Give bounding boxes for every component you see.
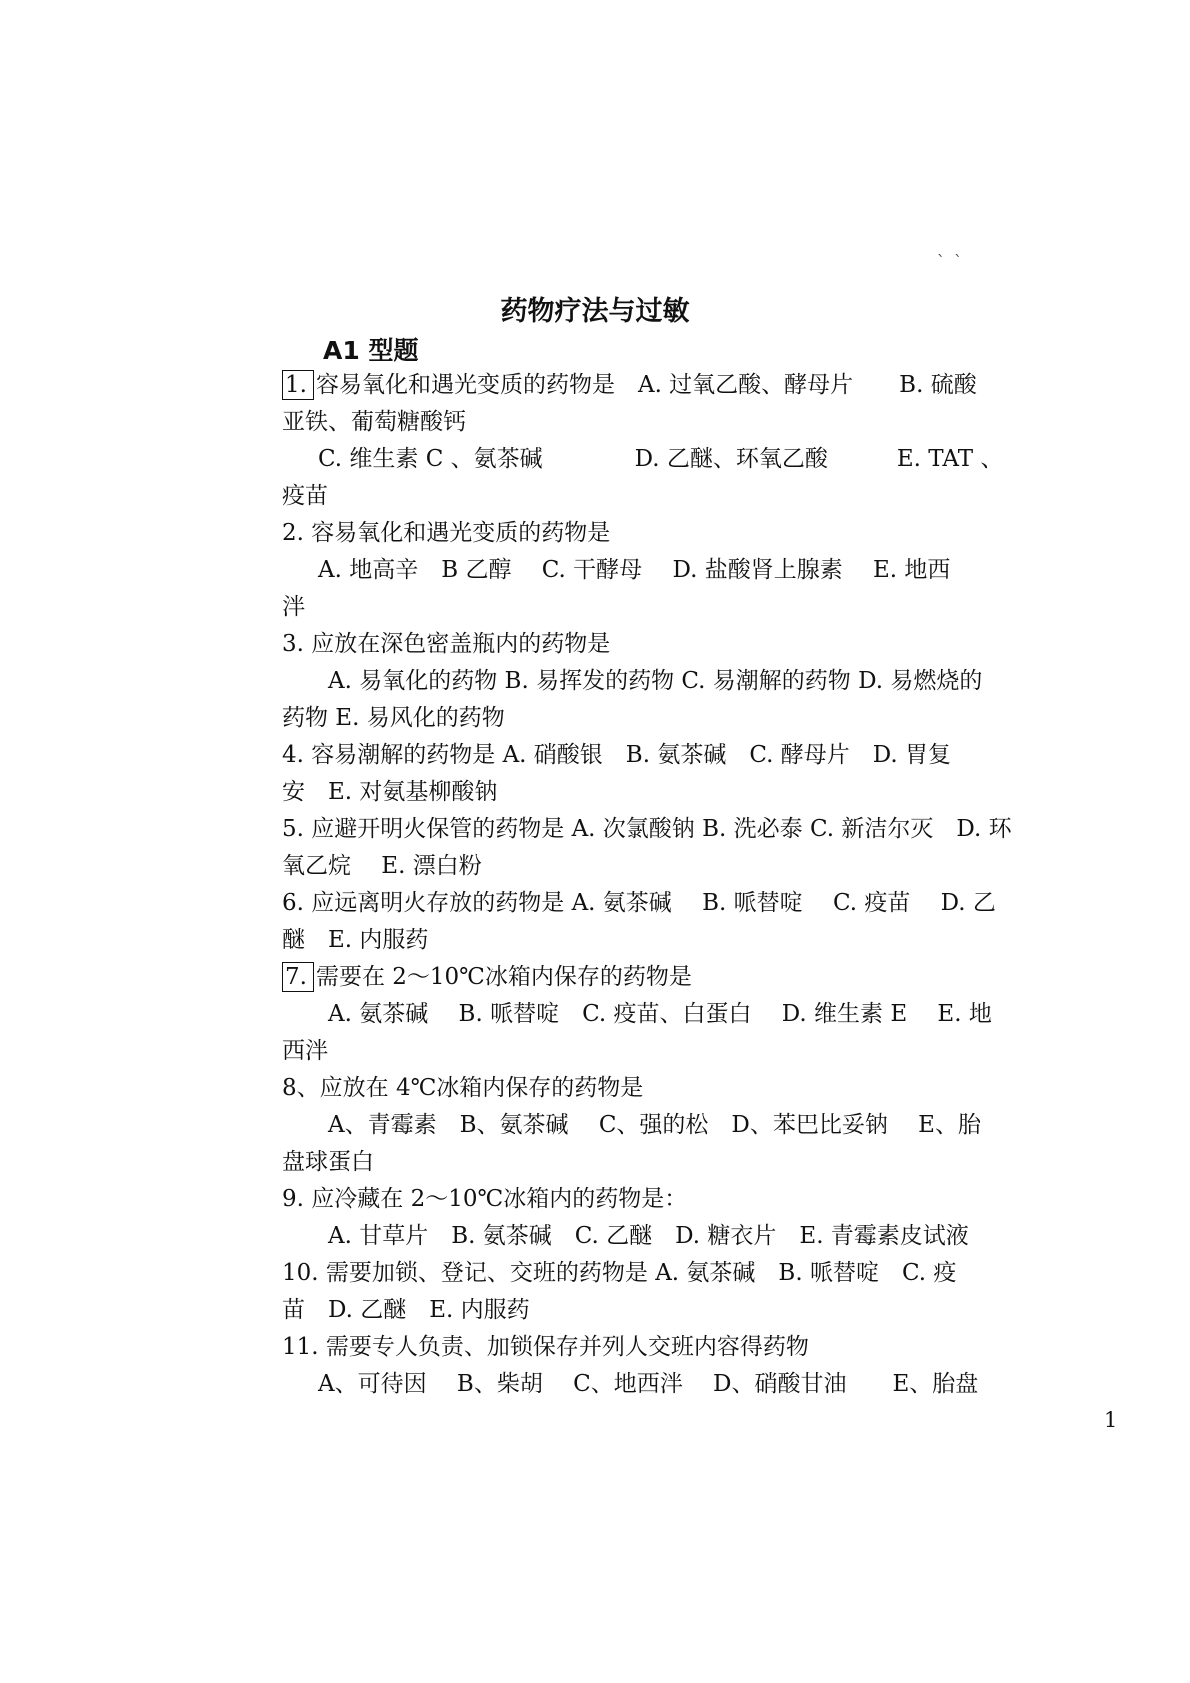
question-options: A. 氨茶碱 B. 哌替啶 C. 疫苗、白蛋白 D. 维生素 E E. 地 xyxy=(328,1001,992,1027)
question-text: 3. 应放在深色密盖瓶内的药物是 xyxy=(282,631,611,657)
question-text: 4. 容易潮解的药物是 A. 硝酸银 B. 氨茶碱 C. 酵母片 D. 胃复 xyxy=(282,742,951,768)
question-text: 10. 需要加锁、登记、交班的药物是 A. 氨茶碱 B. 哌替啶 C. 疫 xyxy=(282,1260,957,1286)
question-options: 安 E. 对氨基柳酸钠 xyxy=(282,779,498,805)
section-heading: A1 型题 xyxy=(323,336,419,365)
question-text: 11. 需要专人负责、加锁保存并列人交班内容得药物 xyxy=(282,1334,809,1360)
question-options: A. 地高辛 B 乙醇 C. 干酵母 D. 盐酸肾上腺素 E. 地西 xyxy=(318,557,951,583)
question-options: A、青霉素 B、氨茶碱 C、强的松 D、苯巴比妥钠 E、胎 xyxy=(328,1112,981,1138)
question-10 xyxy=(282,1255,1032,1329)
question-4 xyxy=(282,737,1032,811)
question-options: 疫苗 xyxy=(282,483,328,509)
question-text: 2. 容易氧化和遇光变质的药物是 xyxy=(282,520,611,546)
question-2 xyxy=(282,515,1032,626)
question-text: 8、应放在 4℃冰箱内保存的药物是 xyxy=(282,1075,644,1101)
question-options: A. 甘草片 B. 氨茶碱 C. 乙醚 D. 糖衣片 E. 青霉素皮试液 xyxy=(328,1223,969,1249)
question-options: 氧乙烷 E. 漂白粉 xyxy=(282,853,482,879)
question-9 xyxy=(282,1181,1032,1255)
question-number-box: 1. xyxy=(282,370,314,400)
page-title: 药物疗法与过敏 xyxy=(500,296,690,327)
question-text: 容易氧化和遇光变质的药物是 A. 过氧乙酸、酵母片 B. 硫酸 xyxy=(315,372,977,398)
question-options: 药物 E. 易风化的药物 xyxy=(282,705,505,731)
question-options: 泮 xyxy=(282,594,305,620)
page-number: 1 xyxy=(1104,1408,1118,1432)
question-list xyxy=(282,367,1032,1403)
question-options: C. 维生素 C 、氨茶碱 D. 乙醚、环氧乙酸 E. TAT 、 xyxy=(318,446,1004,472)
question-options: 醚 E. 内服药 xyxy=(282,927,429,953)
question-options: A、可待因 B、柴胡 C、地西泮 D、硝酸甘油 E、胎盘 xyxy=(318,1371,979,1397)
question-options: A. 易氧化的药物 B. 易挥发的药物 C. 易潮解的药物 D. 易燃烧的 xyxy=(328,668,983,694)
question-options: 西泮 xyxy=(282,1038,328,1064)
question-7 xyxy=(282,959,1032,1070)
question-8 xyxy=(282,1070,1032,1181)
question-text: 9. 应冷藏在 2～10℃冰箱内的药物是： xyxy=(282,1186,688,1212)
question-1 xyxy=(282,367,1032,515)
question-options: 苗 D. 乙醚 E. 内服药 xyxy=(282,1297,530,1323)
question-6 xyxy=(282,885,1032,959)
question-5 xyxy=(282,811,1032,885)
question-text: 亚铁、葡萄糖酸钙 xyxy=(282,409,466,435)
corner-mark: ` ` xyxy=(937,252,965,271)
question-11 xyxy=(282,1329,1032,1403)
question-text: 6. 应远离明火存放的药物是 A. 氨茶碱 B. 哌替啶 C. 疫苗 D. 乙 xyxy=(282,890,996,916)
question-number-box: 7. xyxy=(282,962,314,992)
question-options: 盘球蛋白 xyxy=(282,1149,374,1175)
question-text: 需要在 2～10℃冰箱内保存的药物是 xyxy=(315,964,692,990)
question-3 xyxy=(282,626,1032,737)
question-text: 5. 应避开明火保管的药物是 A. 次氯酸钠 B. 洗必泰 C. 新洁尔灭 D. 环 xyxy=(282,816,1012,842)
